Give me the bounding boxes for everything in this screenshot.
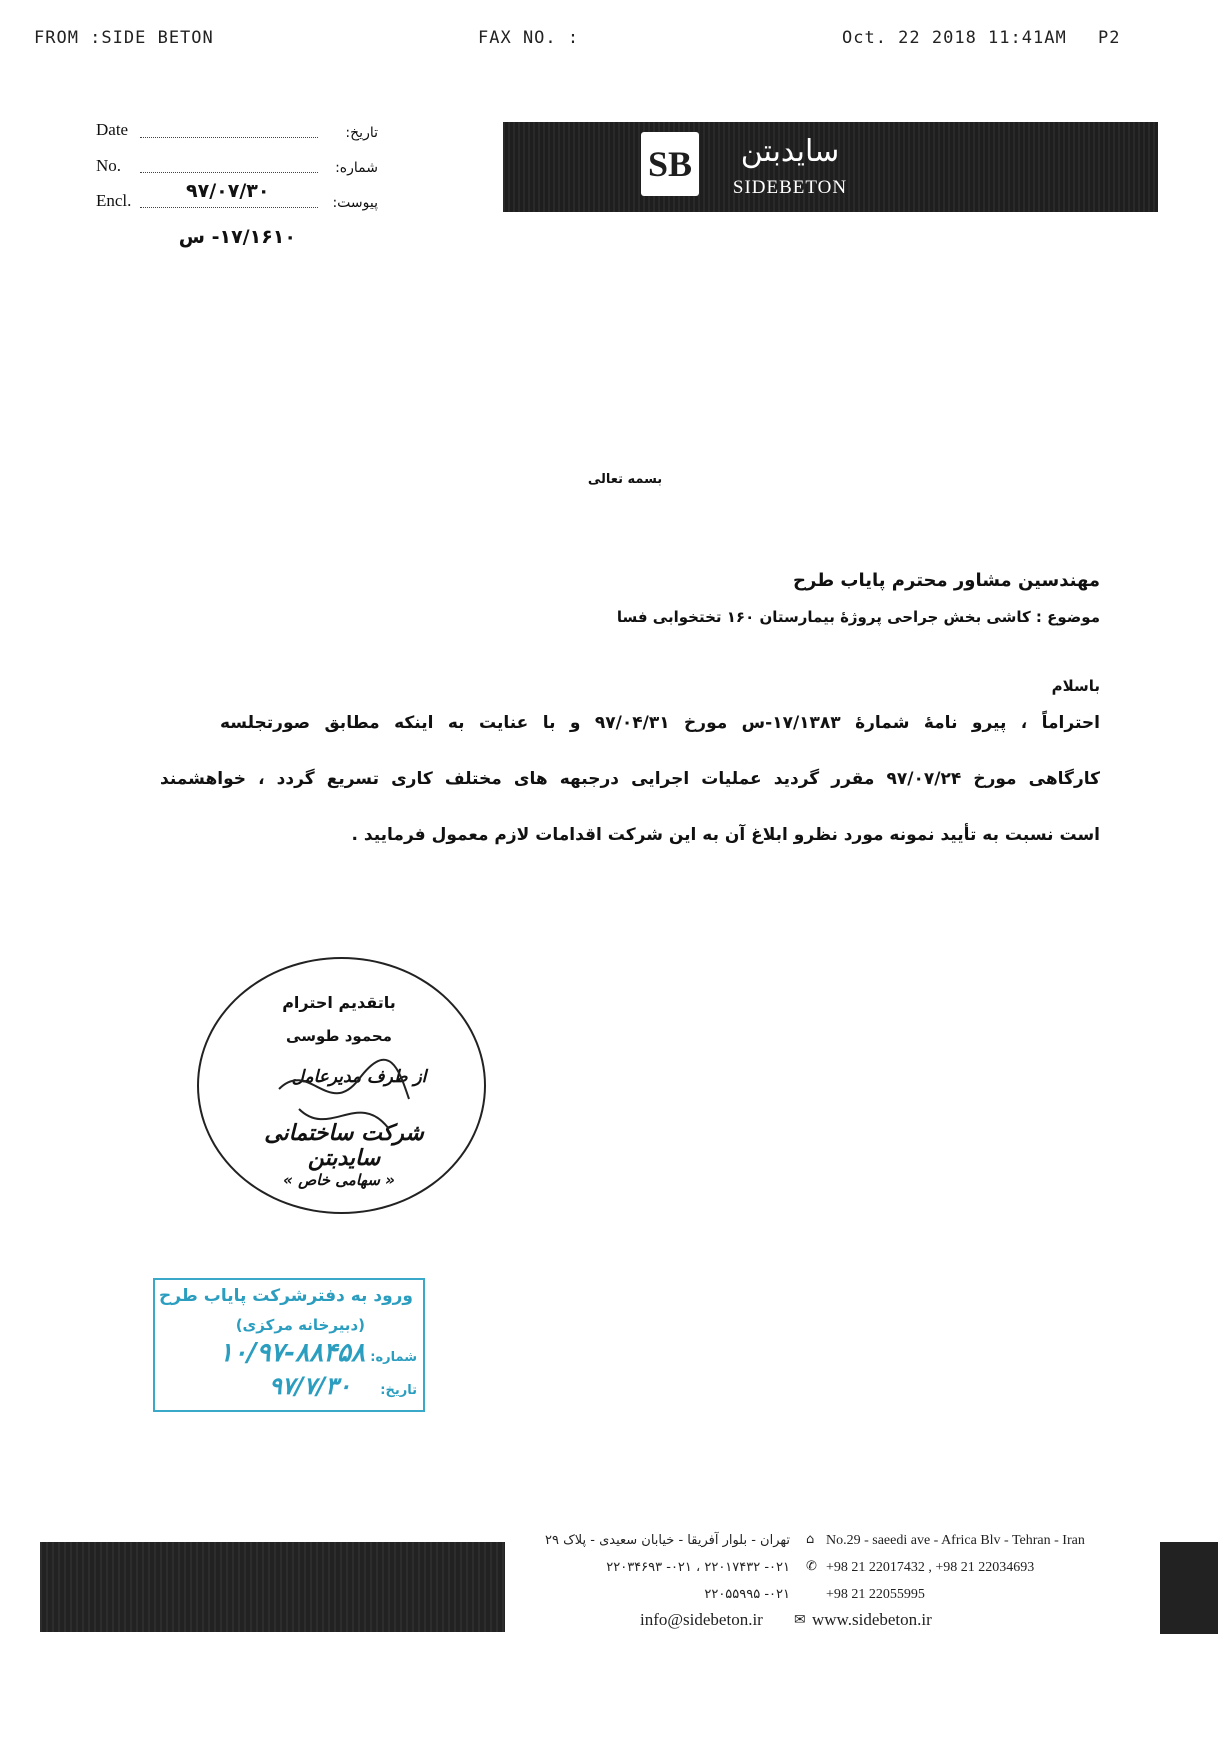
receipt-stamp	[153, 1278, 425, 1412]
enclosure-line	[140, 207, 318, 208]
company-logo-mark: SB	[641, 132, 699, 196]
footer-email: info@sidebeton.ir	[640, 1610, 763, 1629]
phone-icon: ✆	[806, 1559, 817, 1574]
signer-name: محمود طوسی	[286, 1027, 392, 1045]
footer-fax-en: +98 21 22055995	[826, 1587, 925, 1602]
footer-bar-left	[40, 1542, 505, 1632]
company-logo-banner	[503, 122, 1158, 212]
fax-page: P2	[1098, 28, 1121, 48]
stamp-subtitle: (دبیرخانه مرکزی)	[235, 1316, 365, 1334]
fax-datetime: Oct. 22 2018 11:41AM	[842, 28, 1067, 48]
stamp-title: ورود به دفترشرکت پایاب طرح	[158, 1286, 413, 1306]
footer-address-en: No.29 - saeedi ave - Africa Blv - Tehran - Iran	[826, 1533, 1085, 1548]
stamp-date-value: ۹۷/۷/۳۰	[269, 1372, 351, 1400]
company-name-fa: سایدبتن	[740, 134, 840, 169]
subject: موضوع : کاشی بخش جراحی پروژۀ بیمارستان ۱۶۰ تختخوابی فسا	[616, 608, 1100, 626]
fax-from: FROM :SIDE BETON	[34, 28, 214, 48]
letter-number-value: ۱۷/۱۶۱۰- س	[178, 226, 296, 248]
enclosure-label-en: Encl.	[96, 191, 132, 210]
stamp-date-label: تاریخ:	[380, 1383, 417, 1398]
enclosure-label-fa: پیوست:	[332, 195, 378, 211]
date-line	[140, 137, 318, 138]
recipient: مهندسین مشاور محترم پایاب طرح	[793, 570, 1100, 591]
footer-website: www.sidebeton.ir	[812, 1610, 932, 1629]
home-icon: ⌂	[806, 1532, 815, 1547]
fax-number: FAX NO. :	[478, 28, 580, 48]
number-line	[140, 172, 318, 173]
body-line-3: است نسبت به تأیید نمونه مورد نظرو ابلاغ آن به این شرکت اقدامات لازم معمول فرمایید .	[351, 825, 1100, 845]
date-label-fa: تاریخ:	[345, 125, 378, 141]
email-icon: ✉	[794, 1612, 806, 1628]
footer-address-fa: تهران - بلوار آفریقا - خیابان سعیدی - پلاک ۲۹	[545, 1533, 790, 1548]
invocation: بسمه تعالی	[587, 472, 663, 487]
number-label-en: No.	[96, 156, 122, 175]
footer-phones-en: +98 21 22017432 , +98 21 22034693	[826, 1560, 1035, 1575]
footer-bar-right	[1160, 1542, 1218, 1634]
stamp-number-value: ۱۰/۹۷-۸۸۴۵۸	[219, 1338, 365, 1368]
date-label-en: Date	[96, 120, 129, 139]
greeting: باسلام	[1051, 677, 1100, 695]
company-seal	[197, 957, 486, 1214]
closing: باتقدیم احترام	[282, 993, 396, 1012]
stamp-number-label: شماره:	[370, 1350, 417, 1365]
seal-note: « سهامی خاص »	[283, 1171, 395, 1189]
footer-fax-fa: ۰۲۱- ۲۲۰۵۵۹۹۵	[704, 1587, 790, 1602]
handwritten-signature-icon	[269, 1049, 419, 1169]
seal-company: شرکت ساختمانی سایدبتن	[264, 1121, 424, 1171]
footer-phones-fa: ۰۲۱- ۲۲۰۱۷۴۳۲ ، ۰۲۱- ۲۲۰۳۴۶۹۳	[606, 1560, 790, 1575]
signer-title: از طرف مدیرعامل	[291, 1067, 427, 1087]
number-label-fa: شماره:	[335, 160, 378, 176]
body-line-2: کارگاهی مورخ ۹۷/۰۷/۲۴ مقرر گردید عملیات اجرایی درجبهه های مختلف کاری تسریع گردد ، خواهشمند	[160, 769, 1100, 789]
company-name-en: SIDEBETON	[732, 177, 848, 198]
logo-mark-label: SIDEBETON	[648, 189, 692, 195]
body-line-1: احتراماً ، پیرو نامۀ شمارۀ ۱۷/۱۳۸۳-س مورخ ۹۷/۰۴/۳۱ و با عنایت به اینکه مطابق صورتجلسه	[220, 713, 1100, 733]
enclosure-value: ۹۷/۰۷/۳۰	[186, 180, 270, 202]
